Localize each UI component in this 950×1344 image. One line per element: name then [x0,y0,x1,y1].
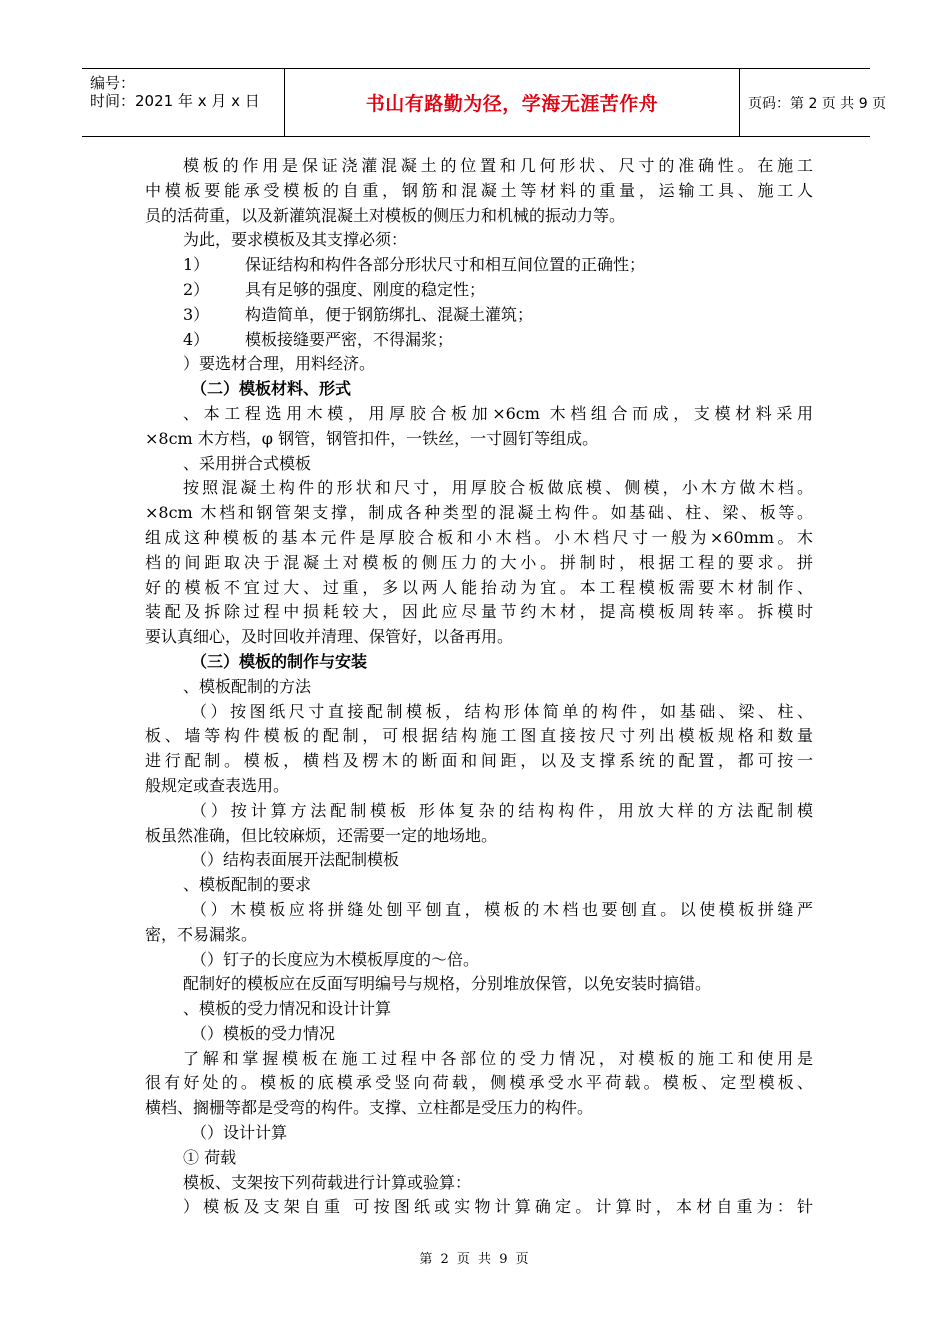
subsection-heading: 、模板配制的要求 [183,875,312,895]
document-date: 时间：2021 年 x 月 x 日 [90,92,260,110]
list-text: 保证结构和构件各部分形状尺寸和相互间位置的正确性； [245,255,646,275]
paragraph-line: 模板的作用是保证浇灌混凝土的位置和几何形状、尺寸的准确性。在施工 [183,156,813,175]
paragraph-line: 、采用拼合式模板 [183,453,312,473]
header-meta [82,69,285,136]
subsection-heading: 、模板的受力情况和设计计算 [183,999,392,1019]
paragraph-line: （）设计计算 [191,1123,288,1143]
page-footer: 第 2 页 共 9 页 [419,1252,531,1267]
paragraph-line: 员的活荷重，以及新灌筑混凝土对模板的侧压力和机械的振动力等。 [145,205,626,225]
paragraph-line: （）按图纸尺寸直接配制模板，结构形体简单的构件，如基础、梁、柱、 [191,701,813,721]
paragraph-line: 般规定或查表选用。 [145,775,290,795]
paragraph-line: （）按计算方法配制模板 形体复杂的结构构件，用放大样的方法配制模 [191,800,813,820]
paragraph-line: 板虽然准确，但比较麻烦，还需要一定的地场地。 [145,825,498,845]
paragraph-line: ×8cm 木方档，φ 钢管，钢管扣件，一铁丝，一寸圆钉等组成。 [145,428,599,448]
paragraph-line: （）钉子的长度应为木模板厚度的～倍。 [191,949,480,969]
paragraph-line: 组成这种模板的基本元件是厚胶合板和小木档。小木档尺寸一般为×60mm。木 [145,527,813,547]
paragraph-line: 密，不易漏浆。 [145,924,258,944]
paragraph-line: （）木模板应将拼缝处刨平刨直，模板的木档也要刨直。以使模板拼缝严 [191,899,813,919]
paragraph-line: 按照混凝土构件的形状和尺寸，用厚胶合板做底模、侧模，小木方做木档。 [183,478,813,498]
list-text: 构造简单，便于钢筋绑扎、混凝土灌筑； [245,304,534,324]
paragraph-line: 了解和掌握模板在施工过程中各部位的受力情况，对模板的施工和使用是 [183,1048,813,1068]
paragraph-line: 很有好处的。模板的底模承受竖向荷载，侧模承受水平荷载。模板、定型模板、 [145,1073,813,1093]
list-item [145,278,813,303]
paragraph-line: 配制好的模板应在反面写明编号与规格，分别堆放保管，以免安装时搞错。 [183,974,712,994]
paragraph-line: 、本工程选用木模，用厚胶合板加×6cm 木档组合而成，支模材料采用 [183,403,813,423]
paragraph-line: 模板、支架按下列荷载进行计算或验算： [183,1172,472,1192]
paragraph-line: ）模板及支架自重 可按图纸或实物计算确定。计算时，本材自重为：针 [183,1197,813,1217]
list-item [145,303,813,328]
paragraph-line: 中模板要能承受模板的自重，钢筋和混凝土等材料的重量，运输工具、施工人 [145,180,813,200]
subsection-heading: 、模板配制的方法 [183,676,312,696]
paragraph-line: （）模板的受力情况 [191,1023,336,1043]
list-item [145,328,813,353]
paragraph-line: ）要选材合理，用料经济。 [183,354,376,374]
list-number: 4） [183,329,210,349]
list-item [145,253,813,278]
paragraph-line: 要认真细心，及时回收并清理、保管好，以备再用。 [145,627,514,647]
list-text: 具有足够的强度、刚度的稳定性； [245,279,486,299]
document-code: 编号： [90,74,136,92]
paragraph-line: 进行配制。模板，横档及楞木的断面和间距，以及支撑系统的配置，都可按一 [145,751,813,771]
header-motto: 书山有路勤为径，学海无涯苦作舟 [285,69,740,136]
paragraph-line: 装配及拆除过程中损耗较大，因此应尽量节约木材，提高模板周转率。拆模时 [145,602,813,622]
section-heading: （三）模板的制作与安装 [191,651,368,671]
list-number: 2） [183,279,210,299]
paragraph-line: 板、墙等构件模板的配制，可根据结构施工图直接按尺寸列出模板规格和数量 [145,726,813,746]
list-number: 3） [183,304,210,324]
page-header [82,68,887,137]
list-text: 模板接缝要严密，不得漏浆； [245,329,454,349]
header-page-info: 页码：第 2 页 共 9 页 [748,95,887,112]
paragraph-line: ① 荷载 [183,1147,237,1167]
paragraph-line: 好的模板不宜过大、过重，多以两人能抬动为宜。本工程模板需要木材制作、 [145,577,813,597]
list-number: 1） [183,255,210,275]
document-body [145,154,813,1220]
paragraph-line: 为此，要求模板及其支撑必须： [183,230,408,250]
paragraph-line: 横档、搁栅等都是受弯的构件。支撑、立柱都是受压力的构件。 [145,1098,594,1118]
paragraph-line: （）结构表面展开法配制模板 [191,850,400,870]
paragraph-line: ×8cm 木档和钢管架支撑，制成各种类型的混凝土构件。如基础、柱、梁、板等。 [145,503,813,523]
section-heading: （二）模板材料、形式 [191,379,352,399]
paragraph-line: 档的间距取决于混凝土对模板的侧压力的大小。拼制时，根据工程的要求。拼 [145,552,813,572]
